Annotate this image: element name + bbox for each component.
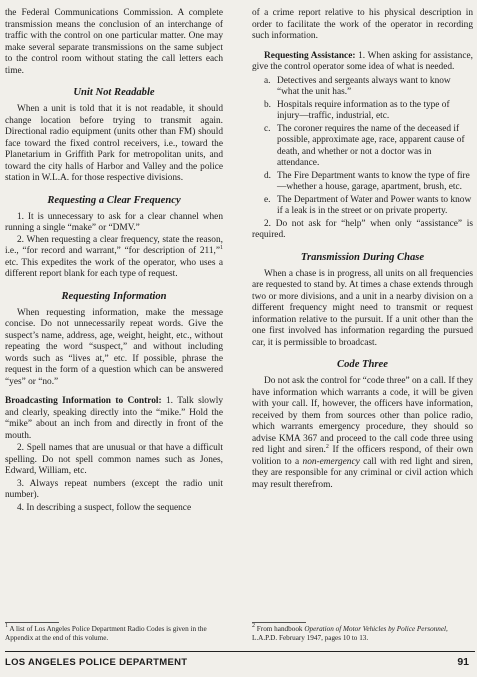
clear-frequency-item-1: 1. It is unnecessary to ask for a clear channel when running a single “make” or “DMV.”: [5, 211, 223, 233]
heading-code-three: Code Three: [337, 359, 388, 370]
footnote-2-title: Operation of Motor Vehicles by Police Personnel,: [304, 625, 448, 633]
footer-title: LOS ANGELES POLICE DEPARTMENT: [5, 657, 188, 668]
assistance-sublist: [252, 76, 473, 218]
list-item-text: Detectives and sergeants always want to know “what the unit has.”: [277, 75, 451, 97]
list-item-letter: b.: [264, 99, 272, 110]
continuation-paragraph: of a crime report relative to his physical description in order to facilitate the work of the operator in recording such information.: [252, 8, 473, 41]
heading-broadcasting-information: Broadcasting Information to Control:: [5, 396, 162, 406]
list-item: [264, 76, 473, 99]
footnote-ref-1: 1: [220, 245, 223, 251]
list-item-text: The coroner requires the name of the deceased if possible, approximate age, race, apparent cause of death, and whether or not a doctor was in attendance.: [277, 123, 465, 168]
chase-paragraph: When a chase is in progress, all units on all frequencies are requested to stand by. At times a chase extends through two or more divisions, and a unit in a nearby division on a different frequency might need to transmit or request information relative to the pursuit. If a unit other than the one first involved has information regarding the pursued car, it is permissible to broadcast.: [252, 268, 473, 348]
clear-frequency-item-2-rest: etc. This expedites the work of the operator, who uses a different report blank for each type of request.: [5, 257, 223, 279]
requesting-assistance-item-2: 2. Do not ask for “help” when only “assistance” is required.: [252, 218, 473, 240]
footnote-mark-1: 1: [5, 623, 8, 629]
broadcasting-item-2: 2. Spell names that are unusual or that have a difficult spelling. Do not spell common names such as Jones, Edward, William, etc.: [5, 443, 223, 476]
code-three-text-2: If the officers respond, of their own volition to a: [252, 445, 473, 467]
list-item-letter: d.: [264, 170, 272, 181]
footnote-ref-2: 2: [325, 444, 329, 450]
code-three-text-1: Do not ask the control for “code three” on a call. If they have information which warrants a code, it will be given with your call. If, however, the officers have information, received by them from sources other than police radio, which warrants emergency procedure, they should so advise KMA 367 and proceed to the call code three using red light and siren.: [252, 376, 473, 455]
heading-requesting-information: Requesting Information: [61, 290, 167, 302]
footnote-divider-right: [252, 622, 306, 623]
list-item-text: The Department of Water and Power wants to know if a leak is in the street or on private property.: [277, 194, 472, 216]
page-number: 91: [457, 656, 469, 668]
list-item: [264, 124, 473, 170]
list-item-text: Hospitals require information as to the type of injury—traffic, industrial, etc.: [277, 99, 450, 121]
broadcasting-item-4: 4. In describing a suspect, follow the sequence: [17, 502, 192, 513]
requesting-information-paragraph: When requesting information, make the message concise. Do not unnecessarily repeat words. Give the suspect’s name, address, age, weight, height, etc., without repeating the word “suspect,” and without including words such as “lives at,” etc. If possible, phrase the request in the form of a question which can be answered “yes” or “no.”: [5, 307, 223, 387]
footnote-mark-2: 2: [252, 623, 255, 629]
broadcasting-item-3: 3. Always repeat numbers (except the radio unit number).: [5, 478, 223, 500]
list-item: [264, 171, 473, 194]
footnote-2-tail: L.A.P.D. February 1947, pages 10 to 13.: [252, 633, 369, 642]
clear-frequency-item-2-text: 2. When requesting a clear frequency, state the reason, i.e., “for record and warrant,” “for description of 211,”: [5, 234, 223, 256]
footnote-1: [5, 625, 223, 642]
heading-requesting-clear-frequency: Requesting a Clear Frequency: [47, 194, 181, 206]
unit-not-readable-paragraph: When a unit is told that it is not readable, it should change location before trying to transmit again. Directional radio equipment (units other than FM) should face toward the fixed control receivers, i.e., toward the Planetarium in Griffith Park for metropolitan units, and toward the city halls of Harbor and Valley and the police station in W.L.A. for those respective divisions.: [5, 104, 223, 183]
heading-unit-not-readable: Unit Not Readable: [73, 87, 155, 98]
intro-paragraph: the Federal Communications Commission. A complete transmission means the conclusion of an interchange of traffic with the control on one particular matter. One may make several separate transmissions on the same subject to the control room without stating the call letters each time.: [5, 8, 223, 76]
footnote-2-text: From handbook: [255, 625, 305, 633]
code-three-emphasis: non-emergency: [302, 456, 360, 467]
list-item-letter: a.: [264, 75, 271, 86]
heading-requesting-assistance: Requesting Assistance:: [264, 50, 356, 61]
footnote-1-text: A list of Los Angeles Police Department Radio Codes is given in the Appendix at the end of this volume.: [5, 625, 207, 642]
footnote-2: [252, 625, 473, 642]
footnote-divider-left: [5, 622, 59, 623]
code-three-paragraph: [252, 376, 473, 491]
list-item-text: The Fire Department wants to know the type of fire—whether a house, garage, apartment, brush, etc.: [277, 170, 470, 192]
requesting-assistance-lead: 1. When asking for assistance, give the control operator some idea of what is needed.: [252, 50, 473, 72]
footer-divider: [5, 651, 475, 652]
left-column: [5, 8, 223, 514]
list-item: [264, 100, 473, 123]
clear-frequency-item-2: [5, 235, 223, 281]
requesting-assistance-item-1: [252, 51, 473, 74]
list-item: [264, 195, 473, 218]
heading-transmission-during-chase: Transmission During Chase: [300, 251, 425, 263]
right-column: [252, 8, 473, 491]
code-three-text-3: call with red light and siren, they are responsible for any criminal or civil action which may result therefrom.: [252, 456, 473, 490]
list-item-letter: e.: [264, 194, 271, 205]
broadcasting-item-1: [5, 396, 223, 442]
broadcasting-item-1-text: 1. Talk slowly and clearly, speaking directly into the “mike.” Hold the “mike” about an inch from and directly in front of the mouth.: [5, 396, 223, 441]
list-item-letter: c.: [264, 123, 271, 134]
